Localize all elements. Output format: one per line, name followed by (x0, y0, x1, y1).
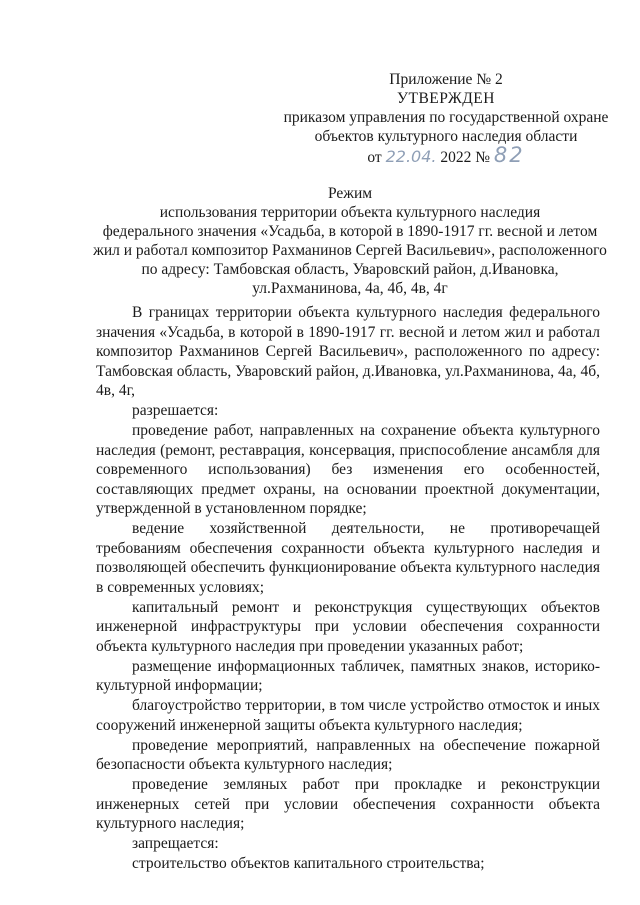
date-prefix: от (367, 149, 382, 166)
title-line-5: по адресу: Тамбовская область, Уваровский район, д.Ивановка, (141, 261, 559, 278)
title-line-4: жил и работал композитор Рахманинов Сергей Васильевич», расположенного (93, 242, 607, 259)
title-line-2: использования территории объекта культурного наследия (159, 204, 541, 221)
order-year-number-label: 2022 № (440, 149, 491, 166)
paragraph: запрещается: (132, 835, 219, 852)
paragraph: ведение хозяйственной деятельности, не противоречащей требованиям обеспечения сохранности объекта культурного наследия и позволяющей обеспечить функционирование объекта культурного наследия в современных условиях; (96, 520, 600, 596)
paragraph: благоустройство территории, в том числе устройство отмосток и иных сооружений инженерной защиты объекта культурного наследия; (96, 697, 600, 734)
document-title (80, 184, 620, 298)
title-line-1: Режим (327, 185, 373, 202)
title-line-6: ул.Рахманинова, 4а, 4б, 4в, 4г (252, 280, 448, 297)
paragraph: проведение мероприятий, направленных на обеспечение пожарной безопасности объекта культурного наследия; (96, 736, 600, 773)
paragraph: капитальный ремонт и реконструкция существующих объектов инженерной инфраструктуры при условии обеспечения сохранности объекта культурного наследия при проведении указанных работ; (96, 598, 600, 655)
handwritten-order-number: 82 (493, 143, 525, 167)
paragraph: разрешается: (132, 402, 219, 419)
paragraph: размещение информационных табличек, памятных знаков, историко-культурной информации; (96, 657, 600, 694)
handwritten-date: 22.04. (385, 147, 437, 166)
document-body (96, 303, 600, 874)
order-line-1: приказом управления по государственной охране (283, 109, 609, 126)
paragraph: В границах территории объекта культурного наследия федерального значения «Усадьба, в которой в 1890-1917 гг. весной и летом жил и работал композитор Рахманинов Сергей Васильевич», расположенного по адресу: Тамбовская область, Уваровский район, д.Ивановка, ул.Рахманинова, 4а, 4б, 4в, 4г, (96, 304, 600, 399)
appendix-label: Приложение № 2 (389, 71, 503, 88)
approved-label: УТВЕРЖДЕН (397, 90, 495, 107)
paragraph: строительство объектов капитального строительства; (132, 855, 485, 872)
approval-header (276, 70, 616, 167)
title-line-3: федерального значения «Усадьба, в которой в 1890-1917 гг. весной и летом (102, 223, 598, 240)
order-date-line (276, 143, 616, 167)
order-line-2: объектов культурного наследия области (314, 128, 578, 145)
paragraph: проведение работ, направленных на сохранение объекта культурного наследия (ремонт, реставрация, консервация, приспособление ансамбля для современного использования) без изменения его особенностей, составляющих предмет охраны, на основании проектной документации, утвержденной в установленном порядке; (96, 422, 600, 517)
paragraph: проведение земляных работ при прокладке и реконструкции инженерных сетей при условии обеспечения сохранности объекта культурного наследия; (96, 776, 600, 832)
